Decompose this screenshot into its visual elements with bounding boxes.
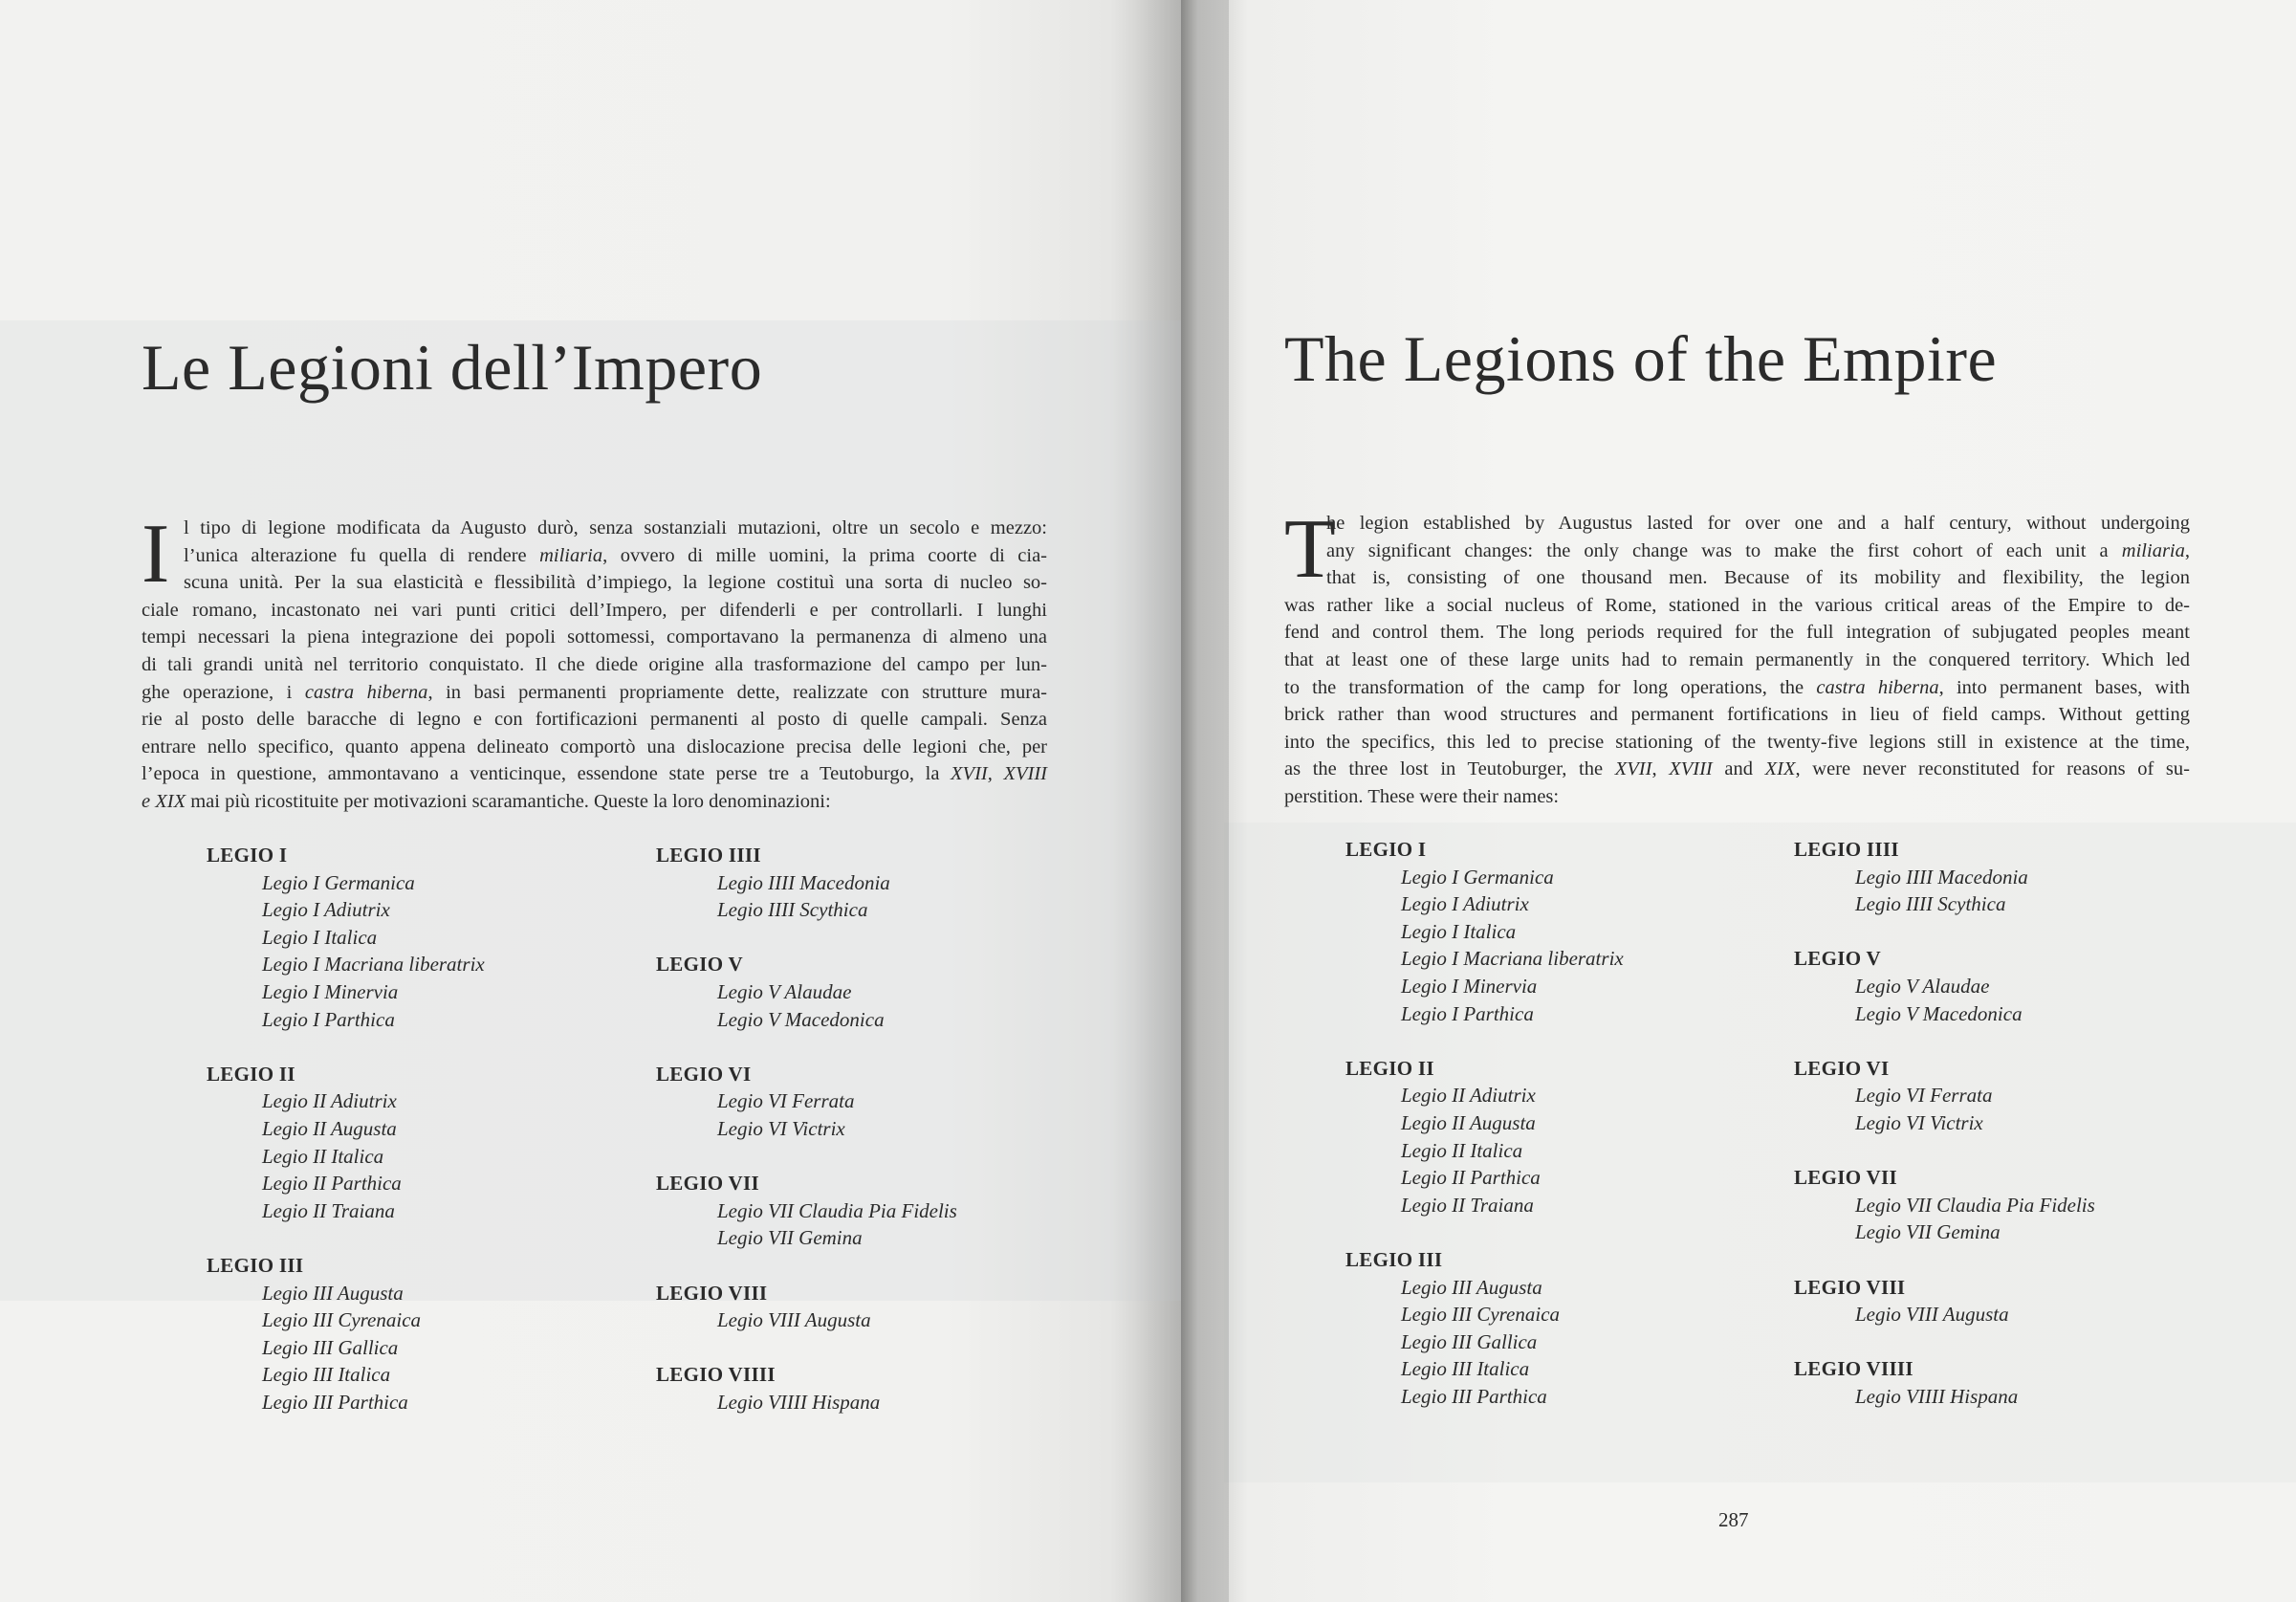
legion-unit-name: Legio VIIII Hispana xyxy=(1855,1384,2019,1408)
legion-group xyxy=(1345,1246,1624,1411)
legion-unit-name: Legio VIII Augusta xyxy=(717,1308,871,1332)
legion-list-column xyxy=(1794,836,2095,1437)
legion-heading: LEGIO III xyxy=(207,1253,304,1277)
legion-group xyxy=(656,1361,957,1415)
legion-heading: LEGIO II xyxy=(207,1062,295,1086)
legion-unit-name: Legio II Adiutrix xyxy=(1401,1084,1536,1108)
legion-group xyxy=(1345,1055,1624,1219)
paragraph-line: that is, consisting of one thousand men. Because of its mobility and flexibility, the legion xyxy=(1326,567,2190,589)
page-title-english: The Legions of the Empire xyxy=(1284,322,1998,395)
legion-unit-name: Legio III Parthica xyxy=(262,1390,408,1414)
legion-unit-name: Legio III Gallica xyxy=(1401,1329,1538,1353)
legion-heading: LEGIO V xyxy=(656,953,743,977)
legion-unit-name: Legio II Italica xyxy=(1401,1138,1523,1162)
legion-unit-name: Legio II Traiana xyxy=(262,1198,395,1222)
legion-unit-name: Legio III Cyrenaica xyxy=(262,1308,422,1332)
legion-heading: LEGIO VI xyxy=(656,1062,752,1086)
legion-unit-name: Legio I Macriana liberatrix xyxy=(262,953,485,977)
paragraph-line: perstition. These were their names: xyxy=(1284,785,1560,807)
legion-unit-name: Legio II Augusta xyxy=(262,1116,397,1140)
paragraph-line: di tali grandi unità nel territorio conquistato. Il che diede origine alla trasformazione del campo per lun- xyxy=(142,653,1047,675)
legion-group xyxy=(1794,1164,2095,1246)
paragraph-line: tempi necessari la piena integrazione dei popoli sottomessi, comportavano la permanenza di almeno una xyxy=(142,626,1047,648)
paragraph-line: was rather like a social nucleus of Rome, stationed in the various critical areas of the Empire to de- xyxy=(1284,594,2190,616)
legion-list-column xyxy=(207,842,485,1443)
legion-group xyxy=(656,951,957,1033)
legion-group xyxy=(656,842,957,924)
legion-heading: LEGIO VII xyxy=(1794,1166,1897,1190)
legion-heading: LEGIO IIII xyxy=(656,844,761,867)
legion-group xyxy=(656,1280,957,1334)
legion-heading: LEGIO VIII xyxy=(1794,1275,1906,1299)
legion-unit-name: Legio IIII Macedonia xyxy=(717,870,890,894)
legion-group xyxy=(1345,836,1624,1027)
legion-heading: LEGIO II xyxy=(1345,1056,1434,1080)
legion-heading: LEGIO V xyxy=(1794,947,1881,971)
legion-unit-name: Legio VII Gemina xyxy=(717,1226,863,1250)
legion-group xyxy=(1794,1355,2095,1410)
paragraph-line: he legion established by Augustus lasted for over one and a half century, without undergoing xyxy=(1326,513,2190,534)
legion-list-column xyxy=(656,842,957,1443)
legion-unit-name: Legio II Parthica xyxy=(1401,1166,1541,1190)
legion-unit-name: Legio III Cyrenaica xyxy=(1401,1303,1561,1327)
legion-group xyxy=(207,1061,485,1225)
legion-unit-name: Legio II Adiutrix xyxy=(262,1089,397,1113)
legion-heading: LEGIO IIII xyxy=(1794,838,1899,861)
legion-heading: LEGIO VIIII xyxy=(656,1363,776,1387)
legion-unit-name: Legio VI Victrix xyxy=(717,1116,845,1140)
legion-unit-name: Legio V Macedonica xyxy=(717,1007,885,1031)
legion-list-column xyxy=(1345,836,1624,1437)
legion-unit-name: Legio I Parthica xyxy=(262,1007,395,1031)
drop-cap: T xyxy=(1284,503,1336,596)
paragraph-line: fend and control them. The long periods required for the full integration of subjugated peoples meant xyxy=(1284,622,2190,644)
legion-unit-name: Legio I Germanica xyxy=(262,870,415,894)
page-number: 287 xyxy=(1718,1508,1749,1531)
intro-paragraph-english xyxy=(1284,503,2190,811)
legion-unit-name: Legio I Minervia xyxy=(262,979,399,1003)
drop-cap: I xyxy=(142,508,170,601)
legion-unit-name: Legio V Alaudae xyxy=(1855,974,1990,998)
legion-heading: LEGIO VII xyxy=(656,1172,759,1196)
legion-unit-name: Legio V Alaudae xyxy=(717,979,852,1003)
legion-unit-name: Legio I Minervia xyxy=(1401,974,1538,998)
legion-group xyxy=(1794,1055,2095,1137)
paragraph-line: ciale romano, incastonato nei vari punti critici dell’Impero, per difenderli e per controllarli. I lunghi xyxy=(142,599,1047,621)
legion-heading: LEGIO VIII xyxy=(656,1281,768,1305)
paragraph-line: e XIX mai più ricostituite per motivazioni scaramantiche. Queste la loro denominazioni: xyxy=(142,790,831,812)
legion-unit-name: Legio VIII Augusta xyxy=(1855,1303,2009,1327)
legion-unit-name: Legio II Augusta xyxy=(1401,1110,1536,1134)
paragraph-line: that at least one of these large units had to remain permanently in the conquered territory. Which led xyxy=(1284,648,2190,670)
legion-heading: LEGIO VIIII xyxy=(1794,1357,1913,1381)
legion-heading: LEGIO I xyxy=(1345,838,1427,861)
legion-unit-name: Legio III Augusta xyxy=(262,1281,404,1305)
paragraph-line: as the three lost in Teutoburger, the XVII, XVIII and XIX, were never reconstituted for reasons of su- xyxy=(1284,758,2190,780)
paragraph-line: rie al posto delle baracche di legno e con fortificazioni permanenti al posto di quelle campali. Senza xyxy=(142,709,1047,731)
legion-unit-name: Legio VII Claudia Pia Fidelis xyxy=(717,1198,957,1222)
legion-heading: LEGIO III xyxy=(1345,1247,1443,1271)
legion-group xyxy=(1794,1274,2095,1328)
legion-unit-name: Legio VII Gemina xyxy=(1855,1220,2001,1244)
legion-unit-name: Legio III Gallica xyxy=(262,1335,399,1359)
legion-unit-name: Legio II Parthica xyxy=(262,1172,402,1196)
legion-unit-name: Legio IIII Macedonia xyxy=(1855,865,2028,889)
legion-heading: LEGIO I xyxy=(207,844,288,867)
legion-group xyxy=(207,842,485,1033)
legion-heading: LEGIO VI xyxy=(1794,1056,1890,1080)
page-title-italian: Le Legioni dell’Impero xyxy=(142,331,763,404)
legion-group xyxy=(656,1170,957,1252)
legion-unit-name: Legio III Italica xyxy=(1401,1357,1530,1381)
legion-unit-name: Legio I Italica xyxy=(262,925,378,949)
legion-unit-name: Legio VI Victrix xyxy=(1855,1110,1983,1134)
paragraph-line: any significant changes: the only change was to make the first cohort of each unit a miliaria, xyxy=(1326,539,2190,561)
paragraph-line: l tipo di legione modificata da Augusto durò, senza sostanziali mutazioni, oltre un secolo e mezzo: xyxy=(184,517,1047,538)
paragraph-line: to the transformation of the camp for long operations, the castra hiberna, into permanent bases, with xyxy=(1284,676,2190,698)
legion-unit-name: Legio IIII Scythica xyxy=(1855,892,2006,916)
paragraph-line: l’unica alterazione fu quella di rendere miliaria, ovvero di mille uomini, la prima coorte di cia- xyxy=(184,544,1047,566)
legion-unit-name: Legio III Augusta xyxy=(1401,1275,1542,1299)
legion-unit-name: Legio VII Claudia Pia Fidelis xyxy=(1855,1193,2095,1217)
paragraph-line: ghe operazione, i castra hiberna, in basi permanenti propriamente dette, realizzate con strutture mura- xyxy=(142,681,1047,703)
legion-unit-name: Legio II Traiana xyxy=(1401,1193,1534,1217)
paragraph-line: brick rather than wood structures and permanent fortifications in lieu of field camps. Without getting xyxy=(1284,704,2190,726)
legion-unit-name: Legio I Italica xyxy=(1401,919,1517,943)
legion-unit-name: Legio I Parthica xyxy=(1401,1001,1534,1025)
legion-unit-name: Legio VI Ferrata xyxy=(1855,1084,1993,1108)
intro-paragraph-italian xyxy=(142,508,1047,816)
paragraph-line: into the specifics, this led to precise stationing of the twenty-five legions still in existence at the time, xyxy=(1284,731,2190,753)
legion-group xyxy=(1794,945,2095,1027)
legion-group xyxy=(1794,836,2095,918)
legion-group xyxy=(656,1061,957,1143)
legion-unit-name: Legio III Parthica xyxy=(1401,1384,1547,1408)
legion-unit-name: Legio III Italica xyxy=(262,1363,391,1387)
paragraph-line: scuna unità. Per la sua elasticità e flessibilità d’impiego, la legione costituì una sorta di nucleo so- xyxy=(184,572,1047,594)
legion-unit-name: Legio I Adiutrix xyxy=(1401,892,1529,916)
legion-group xyxy=(207,1252,485,1416)
legion-unit-name: Legio V Macedonica xyxy=(1855,1001,2023,1025)
legion-unit-name: Legio VI Ferrata xyxy=(717,1089,855,1113)
paragraph-line: l’epoca in questione, ammontavano a venticinque, essendone state perse tre a Teutoburgo, la XVII, XVIII xyxy=(142,763,1047,785)
legion-unit-name: Legio I Adiutrix xyxy=(262,898,390,922)
legion-unit-name: Legio I Germanica xyxy=(1401,865,1554,889)
legion-unit-name: Legio II Italica xyxy=(262,1144,384,1168)
legion-unit-name: Legio VIIII Hispana xyxy=(717,1390,881,1414)
legion-unit-name: Legio I Macriana liberatrix xyxy=(1401,947,1624,971)
paragraph-line: entrare nello specifico, quanto appena delineato comportò una dislocazione precisa delle legioni che, per xyxy=(142,735,1047,757)
legion-unit-name: Legio IIII Scythica xyxy=(717,898,868,922)
